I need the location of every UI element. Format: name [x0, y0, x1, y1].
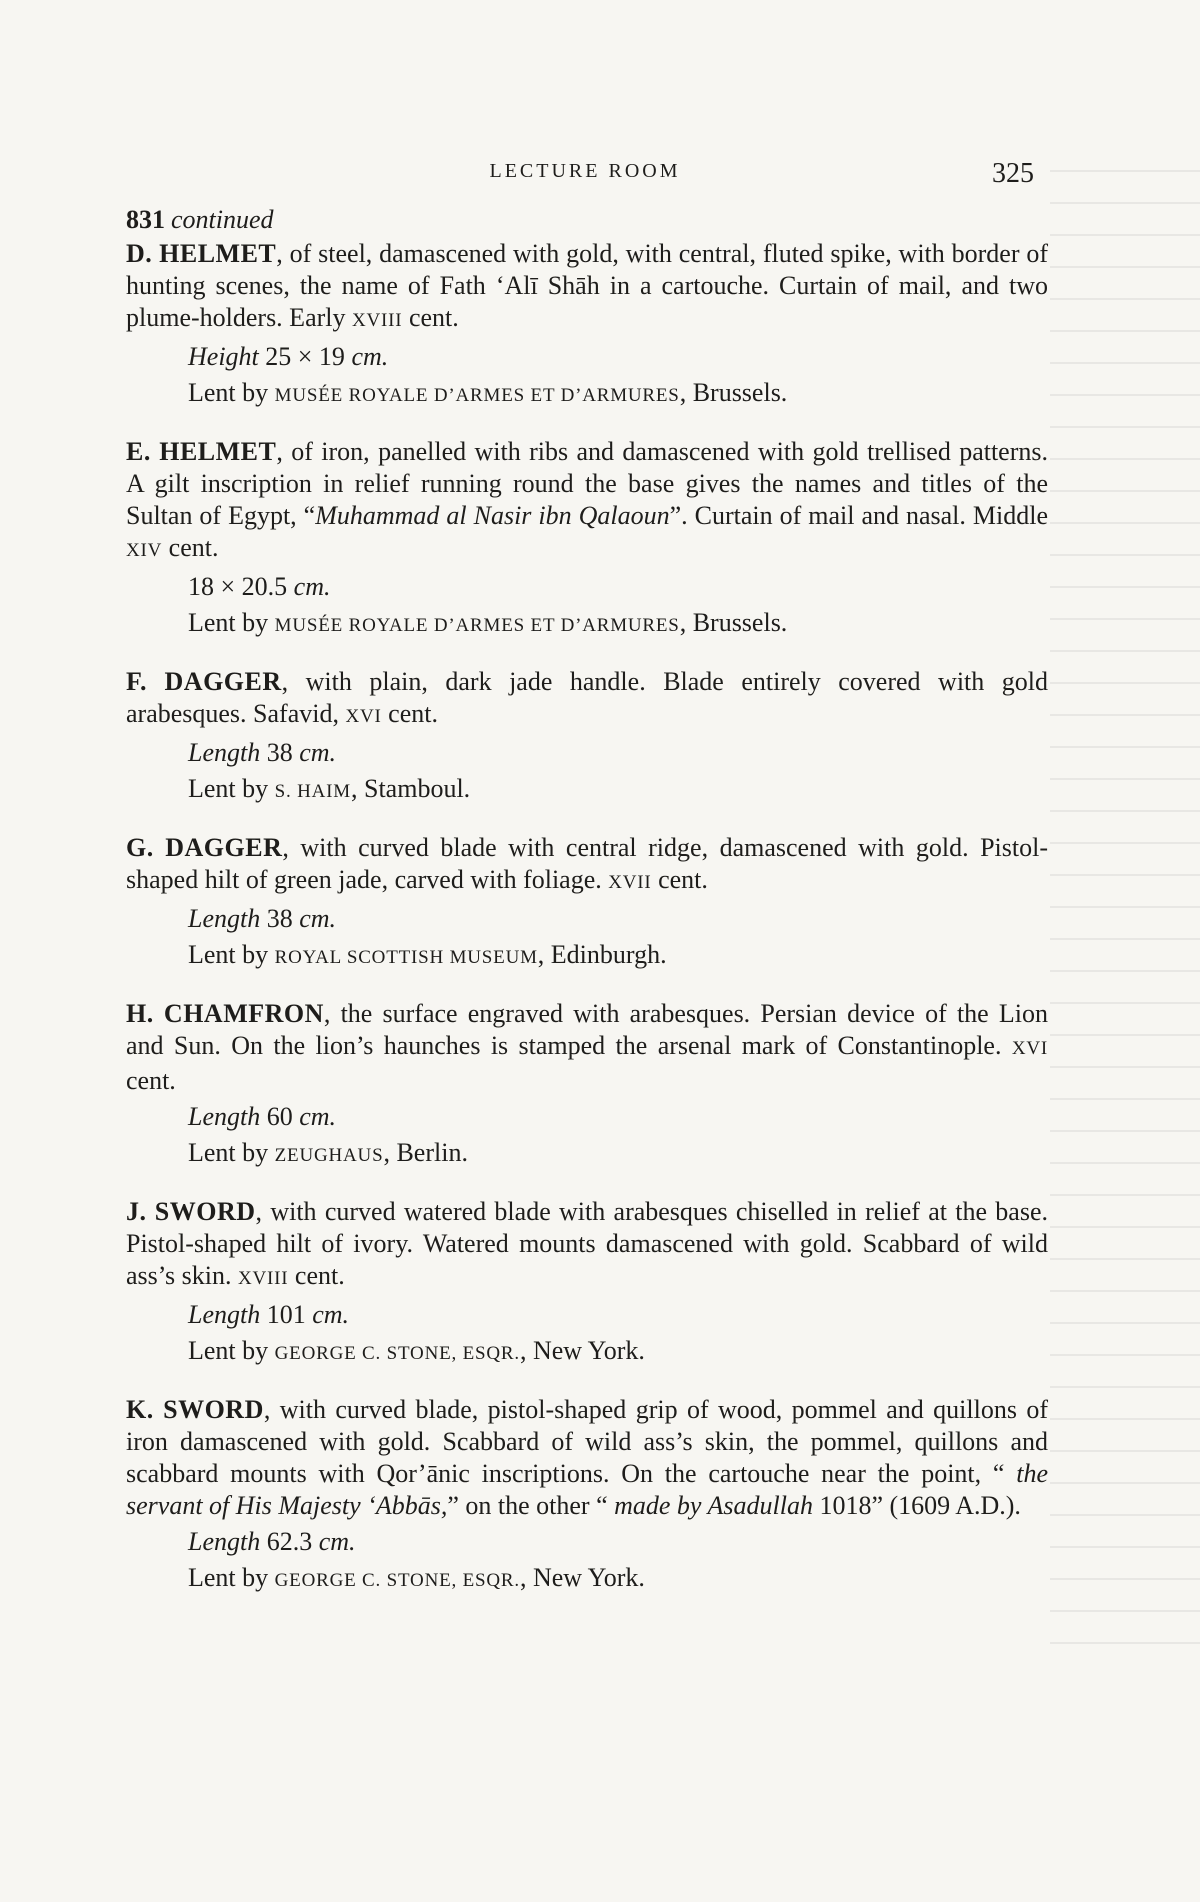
page-number: 325: [992, 158, 1034, 189]
entry-title: HELMET: [159, 239, 277, 268]
description-text-mid: ”. Curtain of mail and nasal. Middle: [669, 501, 1048, 530]
measurement: [188, 737, 1048, 769]
catalogue-body: [126, 204, 1048, 1621]
description-text: , with plain, dark jade handle. Blade entirely covered with gold arabesques. Safavid,: [126, 667, 1049, 728]
measurement: [188, 571, 1048, 603]
description-text: , with curved watered blade with arabesques chiselled in relief at the base. Pistol-shaped hilt of ivory. Watered mounts damascened with gold. Scabbard of wild ass’s skin.: [126, 1197, 1049, 1290]
measure-unit: cm.: [318, 1527, 356, 1556]
lender-line: [188, 1562, 1048, 1597]
lender-name: GEORGE C. STONE, ESQR.: [274, 1343, 520, 1364]
lent-by-label: Lent by: [188, 1138, 275, 1167]
measure-value: 60: [260, 1102, 300, 1131]
description-text-end: cent.: [126, 1066, 176, 1095]
lent-by-label: Lent by: [188, 940, 275, 969]
lent-by-label: Lent by: [188, 1336, 275, 1365]
entry-title: DAGGER: [165, 833, 283, 862]
measure-value: 18 × 20.5: [188, 572, 294, 601]
measurement: [188, 341, 1048, 373]
measure-value: 38: [260, 904, 300, 933]
lender-name: GEORGE C. STONE, ESQR.: [274, 1570, 520, 1591]
entry-e-helmet: [126, 436, 1048, 642]
entry-letter: E.: [126, 437, 151, 466]
entry-title: HELMET: [159, 437, 277, 466]
description-text-mid: ” on the other “: [447, 1491, 615, 1520]
century: XVII: [608, 872, 652, 893]
measure-value: 25 × 19: [258, 342, 352, 371]
measurement: [188, 1299, 1048, 1331]
measurement: [188, 1526, 1048, 1558]
entry-description: [126, 666, 1048, 733]
lent-by-label: Lent by: [188, 1563, 275, 1592]
entry-d-helmet: [126, 238, 1048, 412]
measure-unit: cm.: [299, 904, 337, 933]
entry-description: [126, 436, 1048, 567]
entry-letter: D.: [126, 239, 153, 268]
entry-letter: K.: [126, 1395, 154, 1424]
lender-location: , Berlin.: [383, 1138, 468, 1167]
description-text: , of steel, damascened with gold, with central, fluted spike, with border of hunting scenes, the name of Fath ‘Alī Shāh in a cartouche. Curtain of mail, and two plume-holders. Early: [126, 239, 1049, 332]
lent-by-label: Lent by: [188, 608, 275, 637]
entry-k-sword: [126, 1394, 1048, 1597]
entry-description: [126, 1394, 1048, 1522]
description-text-end: cent.: [381, 699, 438, 728]
lender-line: [188, 607, 1048, 642]
century: XVI: [1011, 1038, 1048, 1059]
lender-name: MUSÉE ROYALE D’ARMES ET D’ARMURES: [274, 615, 680, 636]
entry-letter: G.: [126, 833, 154, 862]
entry-description: [126, 1196, 1048, 1295]
measurement: [188, 1101, 1048, 1133]
measure-unit: cm.: [293, 572, 331, 601]
measure-label: Height: [188, 342, 259, 371]
century: XVI: [345, 706, 382, 727]
entry-title: DAGGER: [164, 667, 282, 696]
continued-label: continued: [171, 205, 274, 234]
measure-unit: cm.: [299, 1102, 337, 1131]
measure-value: 101: [260, 1300, 313, 1329]
measure-unit: cm.: [312, 1300, 350, 1329]
lent-by-label: Lent by: [188, 774, 275, 803]
description-italic: the servant of His Majesty ‘Abbās,: [126, 1459, 1048, 1520]
entry-letter: J.: [126, 1197, 147, 1226]
lender-name: ROYAL SCOTTISH MUSEUM: [274, 947, 538, 968]
entry-title: SWORD: [163, 1395, 264, 1424]
entry-j-sword: [126, 1196, 1048, 1370]
measure-label: Length: [188, 1102, 261, 1131]
lender-location: , Stamboul.: [351, 774, 471, 803]
description-text: , with curved blade, pistol-shaped grip of wood, pommel and quillons of iron damascened with gold. Scabbard of wild ass’s skin, the pommel, quillons and scabbard mounts with Qor’ānic inscriptions. On the cartouche near the point, “: [126, 1395, 1048, 1488]
century: XVIII: [352, 310, 403, 331]
measure-unit: cm.: [299, 738, 337, 767]
continuation-heading: [126, 204, 1048, 236]
entry-title: CHAMFRON: [163, 999, 324, 1028]
lender-location: , New York.: [519, 1336, 645, 1365]
description-text: , the surface engraved with arabesques. Persian device of the Lion and Sun. On the lion’s haunches is stamped the arsenal mark of Constantinople.: [126, 999, 1048, 1060]
measure-label: Length: [188, 1527, 261, 1556]
lender-name: S. HAIM: [274, 781, 351, 802]
lender-line: [188, 773, 1048, 808]
measure-label: Length: [188, 1300, 261, 1329]
lender-location: , Brussels.: [679, 608, 788, 637]
show-through-texture: [1050, 170, 1200, 1670]
description-text-end: cent.: [162, 533, 219, 562]
description-text-end: 1018” (1609 A.D.).: [812, 1491, 1021, 1520]
measure-unit: cm.: [351, 342, 389, 371]
measurement: [188, 903, 1048, 935]
lender-location: , Brussels.: [679, 378, 788, 407]
entry-title: SWORD: [154, 1197, 256, 1226]
entry-letter: F.: [126, 667, 147, 696]
entry-f-dagger: [126, 666, 1048, 808]
description-text-end: cent.: [402, 303, 459, 332]
lender-location: , Edinburgh.: [537, 940, 667, 969]
measure-value: 62.3: [260, 1527, 319, 1556]
measure-label: Length: [188, 738, 261, 767]
entry-h-chamfron: [126, 998, 1048, 1172]
lender-line: [188, 1335, 1048, 1370]
entry-description: [126, 238, 1048, 337]
description-text-end: cent.: [288, 1261, 345, 1290]
lender-location: , New York.: [519, 1563, 645, 1592]
measure-value: 38: [260, 738, 300, 767]
entry-description: [126, 998, 1048, 1097]
lender-line: [188, 377, 1048, 412]
entry-letter: H.: [126, 999, 154, 1028]
running-head: LECTURE ROOM: [489, 160, 681, 182]
item-number: 831: [126, 205, 165, 234]
entry-description: [126, 832, 1048, 899]
measure-label: Length: [188, 904, 261, 933]
description-text: , of iron, panelled with ribs and damascened with gold trellised patterns. A gilt inscription in relief running round the base gives the names and titles of the Sultan of Egypt, “: [126, 437, 1049, 530]
entry-g-dagger: [126, 832, 1048, 974]
lender-line: [188, 939, 1048, 974]
lent-by-label: Lent by: [188, 378, 275, 407]
description-italic-2: made by Asadullah: [614, 1491, 813, 1520]
description-text-end: cent.: [651, 865, 708, 894]
lender-name: MUSÉE ROYALE D’ARMES ET D’ARMURES: [274, 385, 680, 406]
description-italic: Muhammad al Nasir ibn Qalaoun: [315, 501, 670, 530]
lender-name: ZEUGHAUS: [274, 1145, 384, 1166]
lender-line: [188, 1137, 1048, 1172]
century: XVIII: [237, 1268, 289, 1289]
description-text: , with curved blade with central ridge, damascened with gold. Pistol-shaped hilt of green jade, carved with foliage.: [126, 833, 1048, 894]
century: XIV: [126, 540, 163, 561]
